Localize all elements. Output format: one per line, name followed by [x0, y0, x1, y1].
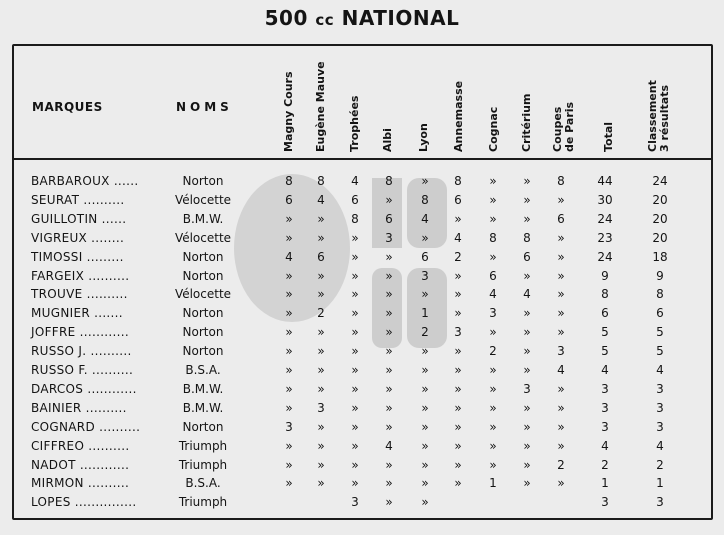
column-header-label: Cognac: [487, 106, 500, 152]
result-cell: »: [351, 419, 359, 434]
result-cell: 2: [489, 344, 497, 359]
result-cell: »: [351, 400, 359, 415]
result-cell: »: [385, 363, 393, 377]
result-cell: 6: [557, 211, 565, 226]
table-row: [0, 323, 724, 342]
table-row: [0, 248, 724, 267]
rider-name: TIMOSSI .........: [31, 249, 124, 264]
rider-name: TROUVE ..........: [31, 287, 128, 302]
result-cell: »: [523, 325, 531, 340]
result-cell: 8: [557, 174, 565, 188]
result-cell: 8: [489, 230, 497, 245]
result-cell: »: [317, 381, 325, 396]
result-cell: 3: [489, 306, 497, 321]
result-cell: »: [351, 306, 359, 321]
result-cell: »: [421, 400, 429, 415]
title-cc: cc: [315, 11, 335, 29]
result-cell: »: [523, 476, 531, 491]
result-cell: »: [385, 249, 393, 264]
result-cell: »: [351, 287, 359, 302]
table-row: [0, 380, 724, 399]
result-cell: 8: [601, 287, 609, 302]
result-cell: 4: [489, 287, 497, 302]
result-cell: »: [317, 476, 325, 491]
result-cell: 4: [285, 249, 293, 264]
result-cell: 44: [597, 174, 613, 188]
motorcycle-make: B.S.A.: [185, 476, 221, 491]
result-cell: »: [557, 381, 565, 396]
result-cell: »: [285, 400, 293, 415]
result-cell: »: [351, 249, 359, 264]
result-cell: 3: [317, 400, 325, 415]
result-cell: 8: [285, 174, 293, 188]
motorcycle-make: Vélocette: [174, 287, 232, 302]
result-cell: »: [454, 306, 462, 321]
result-cell: 4: [601, 438, 609, 453]
result-cell: 8: [385, 174, 393, 188]
result-cell: »: [421, 174, 429, 188]
result-cell: »: [285, 381, 293, 396]
result-cell: »: [454, 211, 462, 226]
table-row: [0, 474, 724, 493]
result-cell: 4: [317, 192, 325, 207]
rider-name: SEURAT ..........: [31, 192, 125, 207]
result-cell: 24: [597, 249, 613, 264]
result-cell: »: [489, 325, 497, 340]
column-header-label: Trophées: [348, 95, 361, 152]
result-cell: »: [523, 419, 531, 434]
result-cell: 18: [652, 249, 668, 264]
table-row: [0, 267, 724, 286]
result-cell: »: [385, 344, 393, 359]
column-header-label: Annemasse: [452, 80, 465, 152]
table-row: [0, 418, 724, 437]
table-row: [0, 172, 724, 191]
result-cell: »: [385, 287, 393, 302]
rider-name: COGNARD ..........: [31, 419, 141, 434]
result-cell: 6: [489, 268, 497, 283]
result-cell: »: [523, 306, 531, 321]
result-cell: »: [454, 344, 462, 359]
result-cell: »: [351, 344, 359, 359]
result-cell: 20: [652, 230, 668, 245]
result-cell: 8: [454, 174, 462, 188]
motorcycle-make: Norton: [182, 268, 224, 283]
result-cell: »: [523, 211, 531, 226]
rider-name: LOPES ...............: [31, 495, 137, 510]
result-cell: »: [317, 438, 325, 453]
column-header-label: Coupes de Paris: [551, 101, 576, 152]
result-cell: »: [489, 363, 497, 377]
result-cell: »: [351, 230, 359, 245]
result-cell: 8: [523, 230, 531, 245]
result-cell: 1: [489, 476, 497, 491]
rider-name: BARBAROUX ......: [31, 174, 139, 188]
result-cell: »: [421, 476, 429, 491]
column-header-label: Lyon: [417, 123, 430, 152]
result-cell: »: [285, 344, 293, 359]
result-cell: »: [557, 287, 565, 302]
motorcycle-make: B.M.W.: [182, 381, 224, 396]
rider-name: VIGREUX ........: [31, 230, 125, 245]
column-header-label: Albi: [381, 128, 394, 152]
result-cell: 6: [285, 192, 293, 207]
result-cell: 1: [601, 476, 609, 491]
result-cell: 8: [656, 287, 664, 302]
result-cell: »: [317, 230, 325, 245]
result-cell: »: [523, 344, 531, 359]
motorcycle-make: B.M.W.: [182, 211, 224, 226]
result-cell: »: [351, 363, 359, 377]
column-header-label: Classement 3 résultats: [646, 80, 671, 152]
result-cell: »: [317, 419, 325, 434]
result-cell: 2: [454, 249, 462, 264]
motorcycle-make: Norton: [182, 325, 224, 340]
result-cell: 4: [351, 174, 359, 188]
result-cell: »: [351, 457, 359, 472]
result-cell: 5: [601, 344, 609, 359]
motorcycle-make: B.M.W.: [182, 400, 224, 415]
table-row: [0, 304, 724, 323]
result-cell: 1: [656, 476, 664, 491]
result-cell: »: [285, 363, 293, 377]
result-cell: »: [489, 249, 497, 264]
result-cell: 3: [557, 344, 565, 359]
result-cell: »: [285, 476, 293, 491]
result-cell: »: [454, 438, 462, 453]
result-cell: »: [317, 211, 325, 226]
result-cell: »: [285, 211, 293, 226]
result-cell: »: [557, 192, 565, 207]
result-cell: »: [489, 438, 497, 453]
header-marques: MARQUES: [32, 100, 103, 114]
column-header-label: Eugène Mauve: [314, 61, 327, 152]
motorcycle-make: Vélocette: [174, 230, 232, 245]
result-cell: »: [351, 438, 359, 453]
result-cell: 5: [656, 325, 664, 340]
result-cell: »: [421, 230, 429, 245]
result-cell: 2: [601, 457, 609, 472]
result-cell: 4: [601, 363, 609, 377]
result-cell: »: [385, 306, 393, 321]
result-cell: »: [454, 268, 462, 283]
result-cell: 5: [601, 325, 609, 340]
result-cell: »: [557, 230, 565, 245]
rider-name: FARGEIX ..........: [31, 268, 130, 283]
result-cell: »: [285, 306, 293, 321]
result-cell: »: [557, 400, 565, 415]
result-cell: »: [557, 249, 565, 264]
header-noms: NOMS: [176, 100, 233, 114]
motorcycle-make: B.S.A.: [185, 363, 221, 377]
result-cell: »: [557, 325, 565, 340]
motorcycle-make: Norton: [182, 344, 224, 359]
result-cell: 4: [385, 438, 393, 453]
result-cell: »: [385, 476, 393, 491]
result-cell: 3: [601, 419, 609, 434]
result-cell: 6: [351, 192, 359, 207]
rider-name: BAINIER ..........: [31, 400, 127, 415]
result-cell: »: [454, 363, 462, 377]
result-cell: 6: [317, 249, 325, 264]
result-cell: »: [557, 306, 565, 321]
result-cell: »: [385, 381, 393, 396]
result-cell: »: [385, 457, 393, 472]
result-cell: »: [385, 495, 393, 510]
rider-name: RUSSO F. ..........: [31, 363, 134, 377]
table-row: [0, 361, 724, 380]
table-row: [0, 191, 724, 210]
result-cell: »: [421, 287, 429, 302]
result-cell: 3: [656, 495, 664, 510]
result-cell: »: [385, 192, 393, 207]
motorcycle-make: Vélocette: [174, 192, 232, 207]
result-cell: 3: [421, 268, 429, 283]
motorcycle-make: Norton: [182, 174, 224, 188]
rider-name: NADOT ............: [31, 457, 130, 472]
result-cell: 6: [454, 192, 462, 207]
result-cell: »: [285, 438, 293, 453]
result-cell: 1: [421, 306, 429, 321]
result-cell: 6: [601, 306, 609, 321]
title-rest: NATIONAL: [341, 6, 460, 30]
motorcycle-make: Triumph: [178, 495, 228, 510]
result-cell: 3: [601, 381, 609, 396]
result-cell: »: [421, 363, 429, 377]
result-cell: »: [523, 174, 531, 188]
column-header-label: Critérium: [520, 93, 533, 152]
result-cell: »: [489, 192, 497, 207]
result-cell: 3: [385, 230, 393, 245]
result-cell: »: [317, 344, 325, 359]
page-title: [0, 6, 724, 30]
result-cell: 30: [597, 192, 613, 207]
result-cell: 8: [317, 174, 325, 188]
result-cell: 9: [656, 268, 664, 283]
result-cell: »: [317, 325, 325, 340]
result-cell: »: [351, 476, 359, 491]
result-cell: 4: [656, 363, 664, 377]
result-cell: »: [523, 438, 531, 453]
table-row: [0, 456, 724, 475]
result-cell: »: [454, 457, 462, 472]
result-cell: »: [421, 457, 429, 472]
header-divider: [12, 158, 713, 160]
result-cell: 3: [656, 419, 664, 434]
result-cell: 8: [421, 192, 429, 207]
result-cell: »: [285, 268, 293, 283]
result-cell: »: [454, 476, 462, 491]
motorcycle-make: Norton: [182, 419, 224, 434]
result-cell: 3: [656, 400, 664, 415]
result-cell: »: [421, 495, 429, 510]
column-header-label: Total: [602, 121, 615, 152]
table-row: [0, 437, 724, 456]
result-cell: »: [351, 268, 359, 283]
table-row: [0, 342, 724, 361]
result-cell: »: [454, 287, 462, 302]
result-cell: »: [557, 476, 565, 491]
result-cell: »: [523, 400, 531, 415]
result-cell: »: [489, 211, 497, 226]
result-cell: 2: [421, 325, 429, 340]
result-cell: 4: [421, 211, 429, 226]
motorcycle-make: Norton: [182, 306, 224, 321]
result-cell: »: [317, 268, 325, 283]
result-cell: 6: [656, 306, 664, 321]
result-cell: »: [285, 457, 293, 472]
result-cell: 3: [523, 381, 531, 396]
result-cell: 8: [351, 211, 359, 226]
result-cell: »: [317, 363, 325, 377]
result-cell: »: [557, 268, 565, 283]
result-cell: 4: [454, 230, 462, 245]
motorcycle-make: Norton: [182, 249, 224, 264]
result-cell: »: [454, 400, 462, 415]
result-cell: 4: [523, 287, 531, 302]
result-cell: »: [489, 381, 497, 396]
result-cell: »: [523, 192, 531, 207]
result-cell: 3: [601, 400, 609, 415]
result-cell: »: [454, 381, 462, 396]
rider-name: CIFFREO ..........: [31, 438, 130, 453]
rider-name: JOFFRE ............: [31, 325, 129, 340]
result-cell: 6: [385, 211, 393, 226]
table-row: [0, 285, 724, 304]
result-cell: »: [557, 438, 565, 453]
title-number: 500: [264, 6, 308, 30]
result-cell: »: [421, 381, 429, 396]
result-cell: »: [557, 419, 565, 434]
result-cell: 4: [656, 438, 664, 453]
result-cell: 3: [454, 325, 462, 340]
result-cell: 3: [656, 381, 664, 396]
result-cell: 20: [652, 192, 668, 207]
motorcycle-make: Triumph: [178, 457, 228, 472]
result-cell: »: [385, 268, 393, 283]
rider-name: MIRMON ..........: [31, 476, 130, 491]
result-cell: 9: [601, 268, 609, 283]
result-cell: 24: [597, 211, 613, 226]
table-row: [0, 229, 724, 248]
result-cell: 3: [601, 495, 609, 510]
result-cell: »: [351, 381, 359, 396]
result-cell: »: [523, 268, 531, 283]
result-cell: »: [285, 287, 293, 302]
result-cell: »: [489, 419, 497, 434]
result-cell: 6: [523, 249, 531, 264]
column-header-label: Magny Cours: [282, 71, 295, 152]
result-cell: 3: [285, 419, 293, 434]
result-cell: »: [489, 457, 497, 472]
motorcycle-make: Triumph: [178, 438, 228, 453]
result-cell: 6: [421, 249, 429, 264]
result-cell: »: [317, 287, 325, 302]
rider-name: RUSSO J. ..........: [31, 344, 132, 359]
result-cell: 3: [351, 495, 359, 510]
result-cell: »: [421, 419, 429, 434]
result-cell: »: [385, 419, 393, 434]
result-cell: 2: [557, 457, 565, 472]
result-cell: »: [285, 325, 293, 340]
table-row: [0, 493, 724, 512]
result-cell: 4: [557, 363, 565, 377]
result-cell: »: [351, 325, 359, 340]
result-cell: »: [285, 230, 293, 245]
result-cell: 2: [317, 306, 325, 321]
result-cell: »: [385, 400, 393, 415]
result-cell: »: [523, 363, 531, 377]
result-cell: 2: [656, 457, 664, 472]
result-cell: 24: [652, 174, 668, 188]
result-cell: »: [523, 457, 531, 472]
result-cell: »: [317, 457, 325, 472]
rider-name: MUGNIER .......: [31, 306, 123, 321]
rider-name: DARCOS ............: [31, 381, 137, 396]
result-cell: »: [421, 344, 429, 359]
result-cell: 20: [652, 211, 668, 226]
result-cell: »: [421, 438, 429, 453]
result-cell: »: [489, 400, 497, 415]
result-cell: »: [489, 174, 497, 188]
result-cell: »: [454, 419, 462, 434]
result-cell: »: [385, 325, 393, 340]
rider-name: GUILLOTIN ......: [31, 211, 127, 226]
result-cell: 5: [656, 344, 664, 359]
result-cell: 23: [597, 230, 613, 245]
table-row: [0, 399, 724, 418]
table-row: [0, 210, 724, 229]
